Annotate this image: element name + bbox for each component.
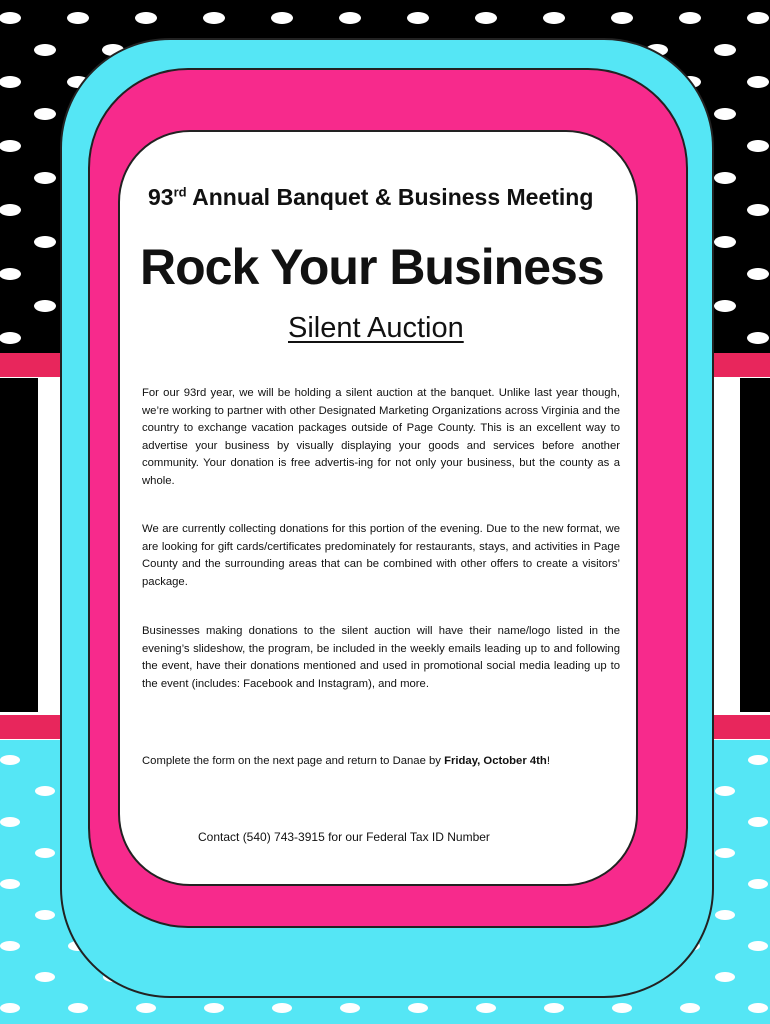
- polka-dot: [35, 972, 55, 982]
- subtitle-number: 93: [148, 184, 174, 210]
- polka-dot: [679, 12, 701, 24]
- polka-dot: [135, 12, 157, 24]
- polka-dot: [747, 12, 769, 24]
- polka-dot: [34, 236, 56, 248]
- polka-dot: [715, 848, 735, 858]
- polka-dot: [34, 44, 56, 56]
- polka-dot: [748, 755, 768, 765]
- polka-dot: [35, 910, 55, 920]
- paragraph-call-to-action: [142, 753, 620, 771]
- paragraph-intro: For our 93rd year, we will be holding a silent auction at the banquet. Unlike last year though, we’re working to partner with other Designated Marketing Organizations across Virginia and the country to exchange vacation packages outside of Page County. This is an excellent way to advertise your business by visually displaying your goods and services before another community. Your donation is free advertis-ing for not only your business, but the county as a whole.: [142, 387, 620, 487]
- polka-dot: [680, 1003, 700, 1013]
- polka-dot: [714, 172, 736, 184]
- polka-dot: [612, 1003, 632, 1013]
- polka-dot: [714, 44, 736, 56]
- polka-dot: [68, 1003, 88, 1013]
- polka-dot: [0, 755, 20, 765]
- polka-dot: [747, 204, 769, 216]
- polka-dot: [748, 941, 768, 951]
- subtitle-ordinal-suffix: rd: [173, 184, 187, 200]
- polka-dot: [714, 300, 736, 312]
- cta-end: !: [546, 755, 550, 767]
- polka-dot: [748, 817, 768, 827]
- paragraph-benefits: Businesses making donations to the silent auction will have their name/logo listed in the evening’s slideshow, the program, be included in the weekly emails leading up to and following the event, have their donations mentioned and used in promotional social media leading up to the event (includes: Facebook and Instagram), and more.: [142, 625, 620, 690]
- polka-dot: [476, 1003, 496, 1013]
- polka-dot: [34, 108, 56, 120]
- polka-dot: [0, 817, 20, 827]
- polka-dot: [408, 1003, 428, 1013]
- polka-dot: [35, 786, 55, 796]
- polka-dot: [34, 172, 56, 184]
- polka-dot: [203, 12, 225, 24]
- polka-dot: [0, 879, 20, 889]
- polka-dot: [339, 12, 361, 24]
- polka-dot: [407, 12, 429, 24]
- polka-dot: [611, 12, 633, 24]
- polka-dot: [34, 300, 56, 312]
- polka-dot: [747, 76, 769, 88]
- polka-dot: [0, 941, 20, 951]
- polka-dot: [340, 1003, 360, 1013]
- polka-dot: [748, 1003, 768, 1013]
- polka-dot: [67, 12, 89, 24]
- polka-dot: [136, 1003, 156, 1013]
- polka-dot: [0, 12, 21, 24]
- polka-dot: [747, 268, 769, 280]
- polka-dot: [0, 76, 21, 88]
- polka-dot: [475, 12, 497, 24]
- polka-dot: [747, 140, 769, 152]
- deadline-date: Friday, October 4th: [444, 755, 547, 767]
- page-title: Rock Your Business: [140, 239, 604, 295]
- polka-dot: [544, 1003, 564, 1013]
- polka-dot: [0, 1003, 20, 1013]
- polka-dot: [0, 204, 21, 216]
- polka-dot: [543, 12, 565, 24]
- polka-dot: [271, 12, 293, 24]
- polka-dot: [204, 1003, 224, 1013]
- section-title-silent-auction: Silent Auction: [288, 312, 464, 344]
- polka-dot: [715, 786, 735, 796]
- event-subtitle: [148, 184, 628, 211]
- subtitle-text: Annual Banquet & Business Meeting: [186, 184, 594, 210]
- cta-text: Complete the form on the next page and return to Danae by: [142, 755, 445, 767]
- paragraph-donations: We are currently collecting donations for this portion of the evening. Due to the new format, we are looking for gift cards/certificates predominately for restaurants, stays, and activities in Page County and the surrounding areas that can be combined with other offers to create a visitors’ package.: [142, 523, 620, 588]
- contact-info: Contact (540) 743-3915 for our Federal Tax ID Number: [198, 830, 490, 844]
- polka-dot: [715, 910, 735, 920]
- polka-dot: [714, 236, 736, 248]
- polka-dot: [272, 1003, 292, 1013]
- polka-dot: [747, 332, 769, 344]
- polka-dot: [715, 972, 735, 982]
- polka-dot: [0, 268, 21, 280]
- polka-dot: [714, 108, 736, 120]
- polka-dot: [35, 848, 55, 858]
- polka-dot: [0, 140, 21, 152]
- polka-dot: [0, 332, 21, 344]
- polka-dot: [748, 879, 768, 889]
